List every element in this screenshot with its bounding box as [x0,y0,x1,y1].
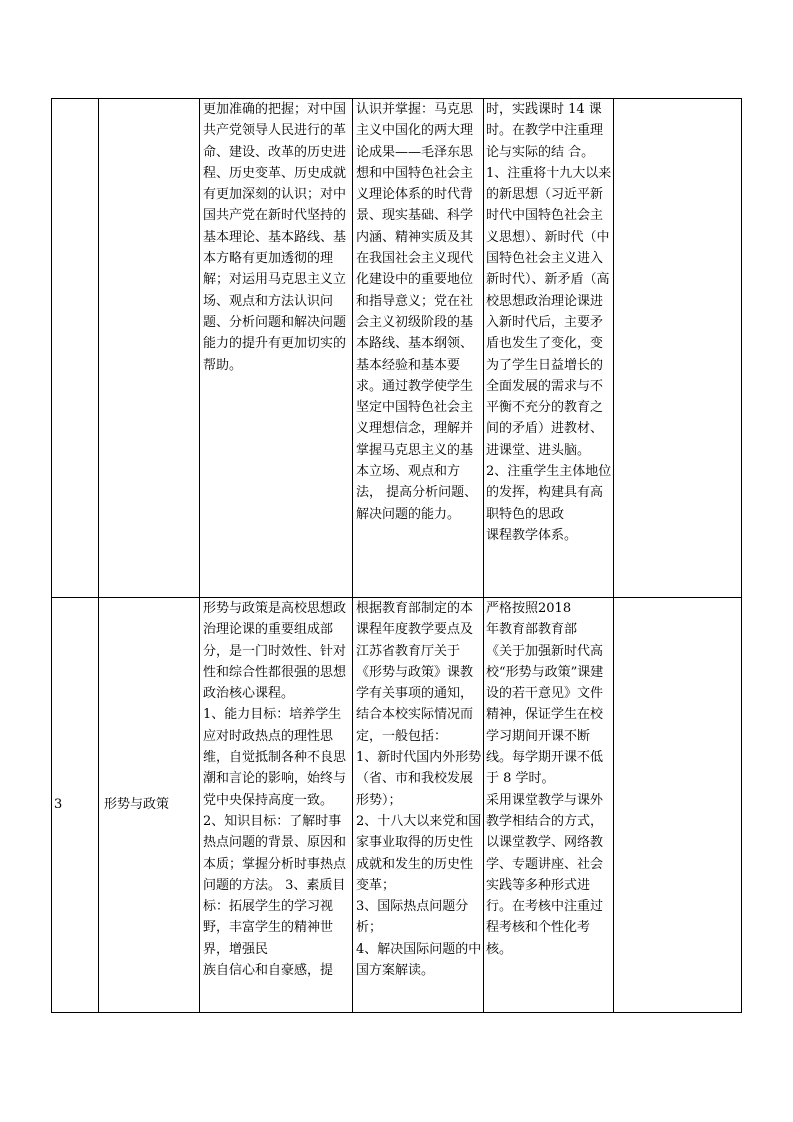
row2-content-p3: 3、国际热点问题分析； [356,899,469,936]
row2-number-cell [54,598,96,1012]
row2-course-name-cell [104,598,198,1012]
row1-req-p3: 课程教学体系。 [486,527,578,543]
row2-content-cell [356,598,482,1010]
row2-content-p4: 4、解决国际问题的中国方案解读。 [356,941,482,979]
row1-content-cell [356,99,482,595]
table-border-bottom [51,1012,741,1013]
col-line-3 [352,98,353,1013]
col-line-6 [741,98,742,1013]
row2-req-p2: 《关于加强新时代高校“形势与政策”课建设的若干意见》文件精神，保证学生在校学习期间开课不断线。每学期开课不低于 8 学时。 [486,643,604,787]
row2-objectives-cell [203,598,349,1010]
row1-req-p0: 时，实践课时 14 课时。在教学中注重理论与实际的结 合。 [486,102,604,160]
row1-content-text: 认识并掌握：马克思主义中国化的两大理论成果——毛泽东思想和中国特色社会主义理论体系的时代背景、现实基础、科学内涵、精神实质及其在我国社会主义现代化建设中的重要地位和指导意义；党在社会主义初级阶段的基本路线、基本纲领、基本经验和基本要求。通过教学使学生坚定中国特色社会主义理想信念，理解并掌握马克思主义的基本立场、观点和方法， 提高分析问题、解决问题的能力。 [356,102,478,522]
row1-requirements-cell [486,99,612,595]
course-name: 形势与政策 [104,797,170,813]
row2-req-p0: 严格按照2018 [486,601,572,616]
row2-requirements-cell [486,598,612,1010]
row2-obj-p0: 形势与政策是高校思想政治理论课的重要组成部分，是一门时效性、针对性和综合性都很强的思想政治核心课程。 [203,601,347,702]
col-line-1 [98,98,99,1013]
row2-req-p1: 年教育部教育部 [486,622,578,638]
row2-obj-p1: 1、能力目标：培养学生应对时政热点的理性思维，自觉抵制各种不良思潮和言论的影响，始终与党中央保持高度一致。 [203,707,347,808]
row2-req-p3: 采用课堂教学与课外教学相结合的方式，以课堂教学、网络教学、专题讲座、社会实践等多种形式进行。在考核中注重过程考核和个性化考核。 [486,792,604,957]
col-line-2 [199,98,200,1013]
row-number: 3 [54,797,63,813]
row2-content-p2: 2、十八大以来党和国家事业取得的历史性成就和发生的历史性变革； [356,813,482,893]
row1-objectives-text: 更加准确的把握；对中国共产党领导人民进行的革命、建设、改革的历史进程、历史变革、历史成就有更加深刻的认识；对中国共产党在新时代坚持的基本理论、基本路线、基本方略有更加透彻的理解；对运用马克思主义立场、观点和方法认识问题、分析问题和解决问题能力的提升有更加切实的帮助。 [203,102,347,373]
col-line-5 [613,98,614,1013]
row2-content-p1: 1、新时代国内外形势（省、市和我校发展形势）； [356,750,482,808]
row1-objectives-cell [203,99,347,595]
col-line-0 [51,98,52,1013]
row2-content-p0: 根据教育部制定的本课程年度教学要点及江苏省教育厅关于《形势与政策》课教学有关事项的通知，结合本校实际情况而定，一般包括： [356,601,474,744]
row1-req-p2: 2、注重学生主体地位的发挥，构建具有高职特色的思政 [486,464,612,522]
row2-obj-p3: 族自信心和自豪感，提 [203,963,334,979]
row2-obj-p2: 2、知识目标：了解时事热点问题的背景、原因和本质；掌握分析时事热点问题的方法。 3、素质目标：拓展学生的学习视野，丰富学生的精神世界，增强民 [203,813,347,957]
col-line-4 [483,98,484,1013]
row1-req-p1: 1、注重将十九大以来的新思想（习近平新时代中国特色社会主义思想）、新时代（中国特色社会主义进入新时代）、新矛盾（高校思想政治理论课进入新时代后，主要矛盾也发生了变化，变为了学生日益增长的全面发展的需求与不平衡不充分的教育之间的矛盾）进教材、进课堂、进头脑。 [486,165,612,458]
